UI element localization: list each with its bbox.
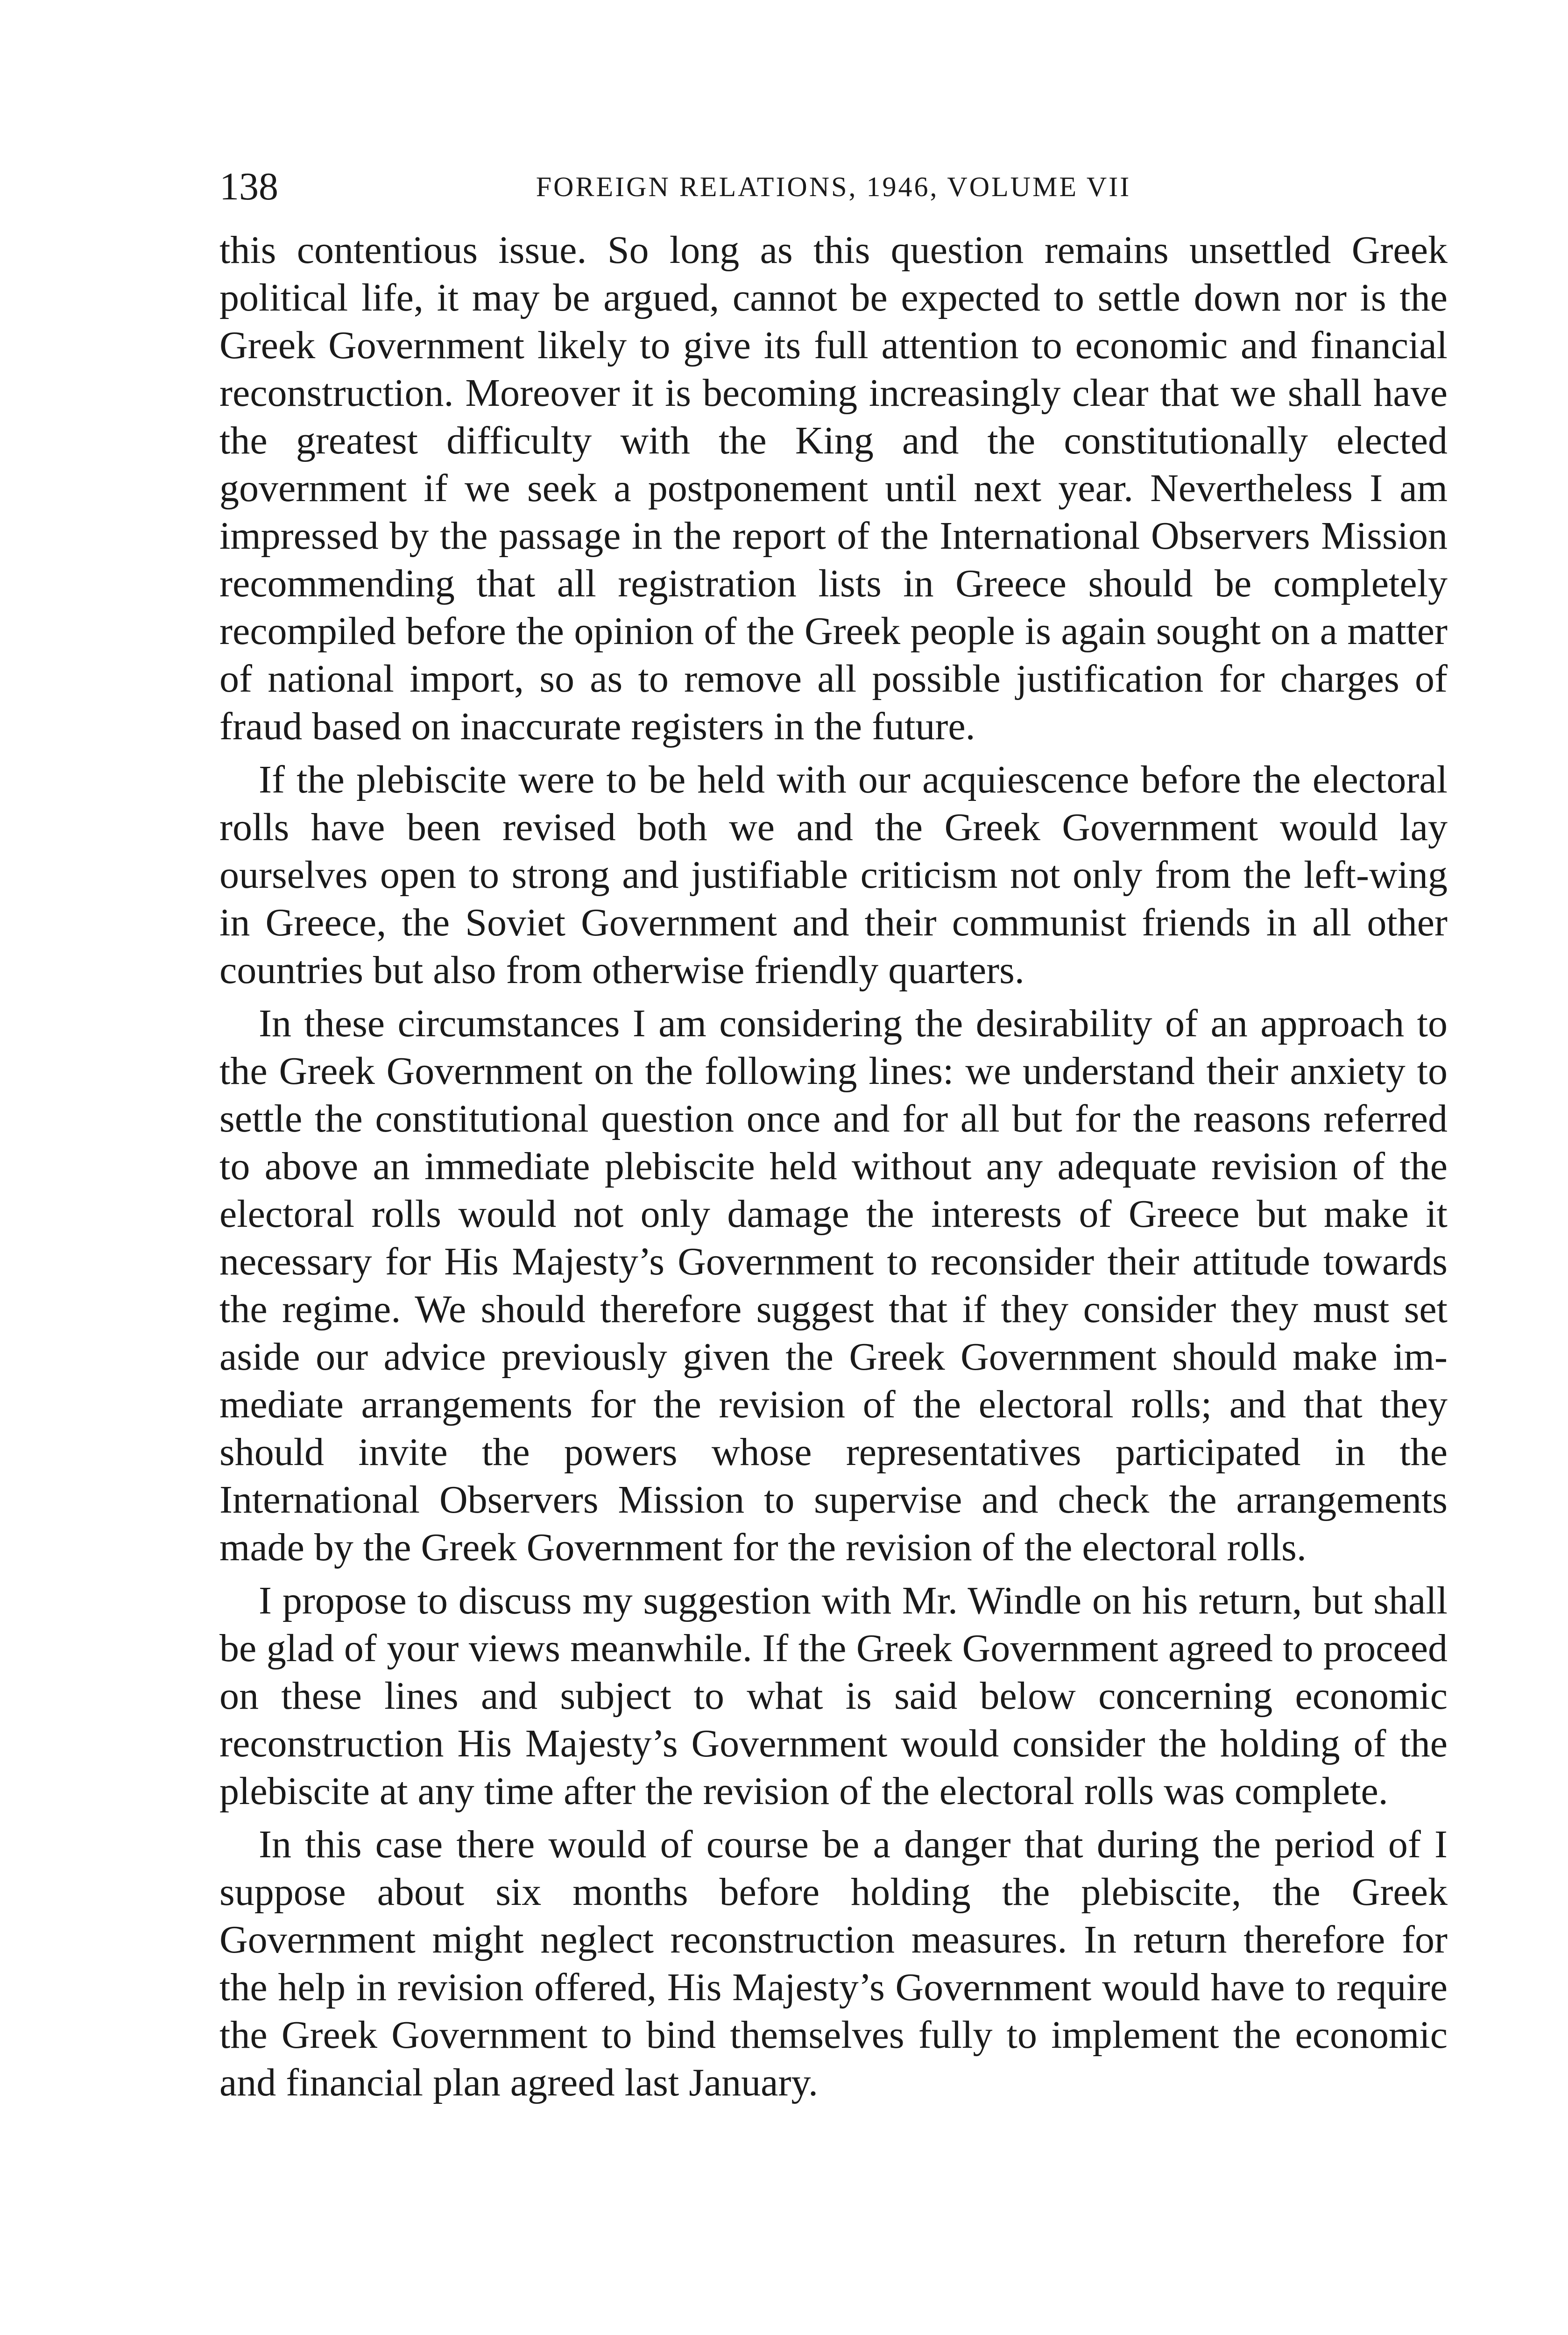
paragraph: In this case there would of course be a danger that during the period of I suppose about six months before holding the plebiscite, the Greek Government might neglect reconstruction measures. In return therefore for the help in revision offered, His Majesty’s Government would have to require the Greek Government to bind themselves fully to implement the economic and financial plan agreed last January. <box>219 1823 1448 2104</box>
running-head: FOREIGN RELATIONS, 1946, VOLUME VII <box>536 171 1131 202</box>
paragraph: I propose to discuss my suggestion with Mr. Windle on his return, but shall be glad of your views meanwhile. If the Greek Government agreed to proceed on these lines and subject to what is said below concerning economic reconstruction His Majesty’s Government would consider the holding of the plebiscite at any time after the revision of the electoral rolls was complete. <box>219 1579 1448 1813</box>
paragraph: If the plebiscite were to be held with our acquiescence before the electoral rolls have been revised both we and the Greek Government would lay ourselves open to strong and justifiable criticism not only from the left-wing in Greece, the Soviet Government and their communist friends in all other countries but also from otherwise friendly quarters. <box>219 758 1448 992</box>
paragraph-continuation: this contentious issue. So long as this question remains unsettled Greek political life, it may be argued, cannot be expected to settle down nor is the Greek Government likely to give its full attention to economic and financial reconstruction. Moreover it is becoming increasingly clear that we shall have the greatest difficulty with the King and the constitutionally elected government if we seek a postponement until next year. Nevertheless I am impressed by the passage in the report of the International Observers Mission recommending that all registration lists in Greece should be completely recompiled before the opinion of the Greek people is again sought on a matter of national import, so as to remove all possible justification for charges of fraud based on inaccurate registers in the future. <box>219 228 1448 748</box>
page-number: 138 <box>219 165 278 208</box>
paragraph: In these circumstances I am considering the desirability of an approach to the Greek Government on the following lines: we understand their anxiety to settle the constitutional question once and for all but for the reasons referred to above an immediate plebiscite held without any adequate revision of the electoral rolls would not only damage the interests of Greece but make it necessary for His Majesty’s Government to reconsider their attitude towards the regime. We should therefore suggest that if they consider they must set aside our advice previously given the Greek Government should make immediate arrangements for the revision of the electoral rolls; and that they should invite the powers whose representatives participated in the International Observers Mission to supervise and check the arrangements made by the Greek Government for the revision of the electoral rolls. <box>219 1002 1448 1569</box>
page-header <box>219 159 1448 215</box>
body-text <box>219 226 1448 2112</box>
